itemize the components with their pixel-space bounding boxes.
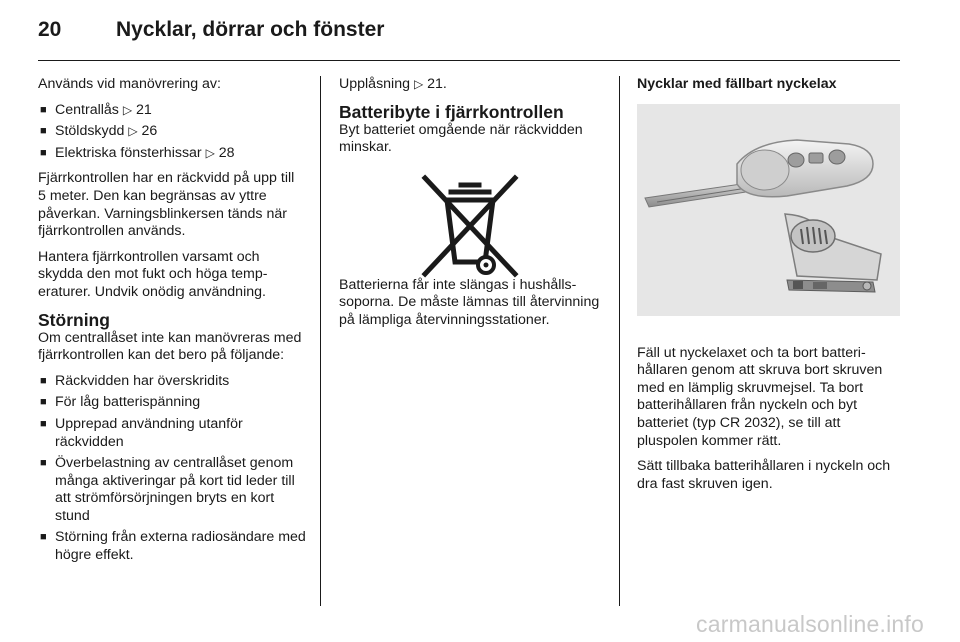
battery-step-1: Fäll ut nyckelaxet och ta bort batterihållaren genom att skruva bort skruven med en lämplig skruvmejsel. Ta bort batterihållaren från nyckeln och byt batteriet (typ CR 2032), se till att pluspolen kommer rätt. [637,344,883,449]
page-reference-link[interactable]: 28 [218,144,235,161]
battery-intro: Byt batteriet omgående när räckvidden minskar. [339,121,583,156]
page-reference-link[interactable]: 21. [427,76,447,92]
care-paragraph: Hantera fjärrkontrollen varsamt och skydda den mot fukt och höga temperaturer. Undvik onödig användning. [38,248,268,300]
unlock-reference: Upplåsning ▷ 21. [339,76,447,92]
page-reference-link[interactable]: 26 [141,123,158,140]
page-reference-link[interactable]: 21 [136,101,152,118]
fault-heading: Störning [38,309,110,330]
list-item: ■ För låg batterispänning [38,394,306,412]
list-item: ■ Räckvidden har överskridits [38,373,306,391]
range-paragraph: Fjärrkontrollen har en räckvidd på upp till 5 meter. Den kan begränsas av yttre påverkan. Varningsblinkersen tänds när fjärrkontrollen används. [38,170,295,240]
folding-key-heading: Nycklar med fällbart nyckelax [637,76,837,92]
column-divider-right [619,76,620,606]
list-item: ■ Stöldskydd ▷ 26 [38,123,306,141]
disposal-paragraph: Batterierna får inte slängas i hushållssoporna. De måste lämnas till återvinning på lämpliga återvinningsstationer. [339,276,600,328]
column-1 [38,76,306,573]
uses-intro: Används vid manövrering av: [38,76,221,92]
reference-arrow-icon: ▷ [413,77,424,91]
battery-step-2: Sätt tillbaka batterihållaren i nyckeln och dra fast skruven igen. [637,458,891,492]
page-title: Nycklar, dörrar och fönster [116,18,385,41]
uses-list [38,102,306,163]
header-rule [38,60,900,61]
reference-arrow-icon: ▷ [128,124,138,139]
column-divider-left [320,76,321,606]
reference-arrow-icon: ▷ [122,102,133,117]
list-item: ■ Upprepad användning utanför räckvidden [38,416,306,451]
list-item: ■ Överbelastning av centrallåset genom många aktiveringar på kort tid leder till att strömförsörjningen bryts en kort stund [38,455,306,525]
watermark: carmanualsonline.info [696,611,924,637]
fault-intro: Om centrallåset inte kan manövreras med fjärrkontrollen kan det bero på följande: [38,329,302,364]
fault-causes-list [38,373,306,565]
page-number: 20 [38,18,62,41]
list-item: ■ Störning från externa radiosändare med högre effekt. [38,529,306,564]
list-item: ■ Centrallås ▷ 21 [38,102,306,120]
battery-heading: Batteribyte i fjärrkontrollen [339,101,564,122]
list-item: ■ Elektriska fönsterhissar ▷ 28 [38,145,306,163]
crossed-out-bin-icon [419,172,521,280]
reference-arrow-icon: ▷ [205,145,215,160]
folding-key-illustration [637,104,900,316]
